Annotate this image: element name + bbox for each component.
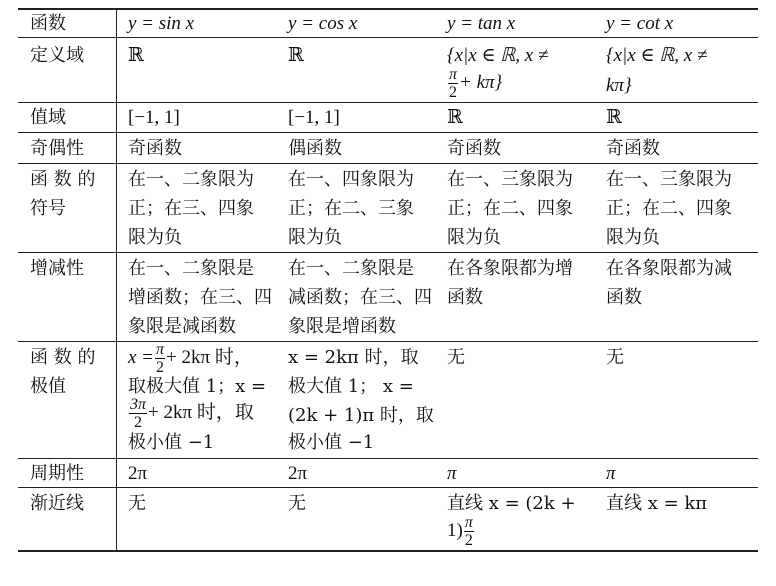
extrema-sin-line4: 极小值 −1 (128, 432, 215, 453)
parity-label: 奇偶性 (30, 138, 84, 159)
range-sin: [−1, 1] (128, 107, 180, 128)
sign-cos-line3: 限为负 (288, 227, 342, 248)
range-tan: ℝ (447, 107, 463, 128)
monotonic-sin-line2: 增函数；在三、四 (128, 287, 272, 308)
sign-tan-line3: 限为负 (447, 227, 501, 248)
asymptote-cos: 无 (288, 493, 306, 514)
header-cos: y = cos x (288, 13, 358, 34)
monotonic-cos-line1: 在一、二象限是 (288, 258, 414, 279)
asymptote-cot: 直线 x = kπ (606, 493, 708, 514)
extrema-cos-line2: 极大值 1； x = (288, 376, 414, 397)
sign-label-line1: 函 数 的 (30, 169, 96, 190)
header-cot: y = cot x (606, 13, 674, 34)
period-tan: π (447, 463, 457, 484)
monotonic-cos-line3: 象限是增函数 (288, 316, 396, 337)
extrema-sin-line2: 取极大值 1；x = (128, 376, 267, 397)
sign-tan-line2: 正；在二、四象 (447, 198, 573, 219)
period-sin: 2π (128, 463, 148, 484)
header-label: 函数 (30, 13, 66, 34)
domain-sin: ℝ (128, 45, 144, 66)
header-sin: y = sin x (128, 13, 195, 34)
rule-bottom (18, 550, 758, 552)
extrema-sin-fraction-pi2: $\frac{\pi}{2}$ (156, 340, 165, 376)
sign-sin-line1: 在一、二象限为 (128, 169, 254, 190)
sign-tan-line1: 在一、三象限为 (447, 169, 573, 190)
sign-cot-line3: 限为负 (606, 227, 660, 248)
monotonic-sin-line1: 在一、二象限是 (128, 258, 254, 279)
monotonic-cos-line2: 减函数；在三、四 (288, 287, 432, 308)
domain-cot-line2: kπ} (606, 75, 632, 96)
range-cot: ℝ (606, 107, 622, 128)
header-tan: y = tan x (447, 13, 516, 34)
extrema-cos-line3: (2k + 1)π 时，取 (288, 405, 434, 426)
sign-cos-line1: 在一、四象限为 (288, 169, 414, 190)
period-label: 周期性 (30, 463, 84, 484)
domain-cos: ℝ (288, 45, 304, 66)
sign-cot-line1: 在一、三象限为 (606, 169, 732, 190)
parity-cos: 偶函数 (288, 138, 342, 159)
extrema-label-line2: 极值 (30, 376, 66, 397)
domain-tan-fraction: $\frac{\pi}{2}$ (449, 66, 458, 102)
monotonic-cot-line2: 函数 (606, 287, 642, 308)
parity-sin: 奇函数 (128, 138, 182, 159)
asymptote-sin: 无 (128, 493, 146, 514)
asymptote-tan-fraction: $\frac{\pi}{2}$ (464, 513, 473, 549)
extrema-sin-line3: $\frac{3\pi}{2}$ + 2kπ 时，取 (130, 395, 254, 431)
monotonic-label: 增减性 (30, 258, 84, 279)
parity-tan: 奇函数 (447, 138, 501, 159)
parity-cot: 奇函数 (606, 138, 660, 159)
domain-tan-line1: {x|x ∈ ℝ, x ≠ (447, 45, 549, 66)
period-cot: π (606, 463, 616, 484)
sign-cos-line2: 正；在二、三象 (288, 198, 414, 219)
monotonic-tan-line2: 函数 (447, 287, 483, 308)
rule-range (18, 132, 758, 133)
monotonic-cot-line1: 在各象限都为减 (606, 258, 732, 279)
rule-parity (18, 163, 758, 164)
sign-sin-line2: 正；在三、四象 (128, 198, 254, 219)
extrema-sin-fraction-3pi2: $\frac{3\pi}{2}$ (130, 395, 147, 431)
extrema-cos-line4: 极小值 −1 (288, 432, 375, 453)
extrema-label-line1: 函 数 的 (30, 347, 96, 368)
extrema-cos-line1: x = 2kπ 时，取 (288, 347, 419, 368)
domain-cot-line1: {x|x ∈ ℝ, x ≠ (606, 45, 708, 66)
sign-sin-line3: 限为负 (128, 227, 182, 248)
range-cos: [−1, 1] (288, 107, 340, 128)
domain-tan-line2: $\frac{\pi}{2}$ + kπ} (449, 66, 503, 102)
extrema-cot: 无 (606, 347, 624, 368)
asymptote-label: 渐近线 (30, 493, 84, 514)
extrema-sin-line1: x = $\frac{\pi}{2}$ + 2kπ 时， (128, 340, 253, 376)
sign-cot-line2: 正；在二、四象 (606, 198, 732, 219)
monotonic-sin-line3: 象限是减函数 (128, 316, 236, 337)
sign-label-line2: 符号 (30, 198, 66, 219)
range-label: 值域 (30, 107, 66, 128)
extrema-tan: 无 (447, 347, 465, 368)
rule-label-column (116, 8, 117, 552)
domain-label: 定义域 (30, 45, 84, 66)
period-cos: 2π (288, 463, 308, 484)
asymptote-tan-line1: 直线 x = (2k + (447, 493, 576, 514)
rule-sign (18, 252, 758, 253)
monotonic-tan-line1: 在各象限都为增 (447, 258, 573, 279)
asymptote-tan-line2: 1) $\frac{\pi}{2}$ (447, 513, 473, 549)
